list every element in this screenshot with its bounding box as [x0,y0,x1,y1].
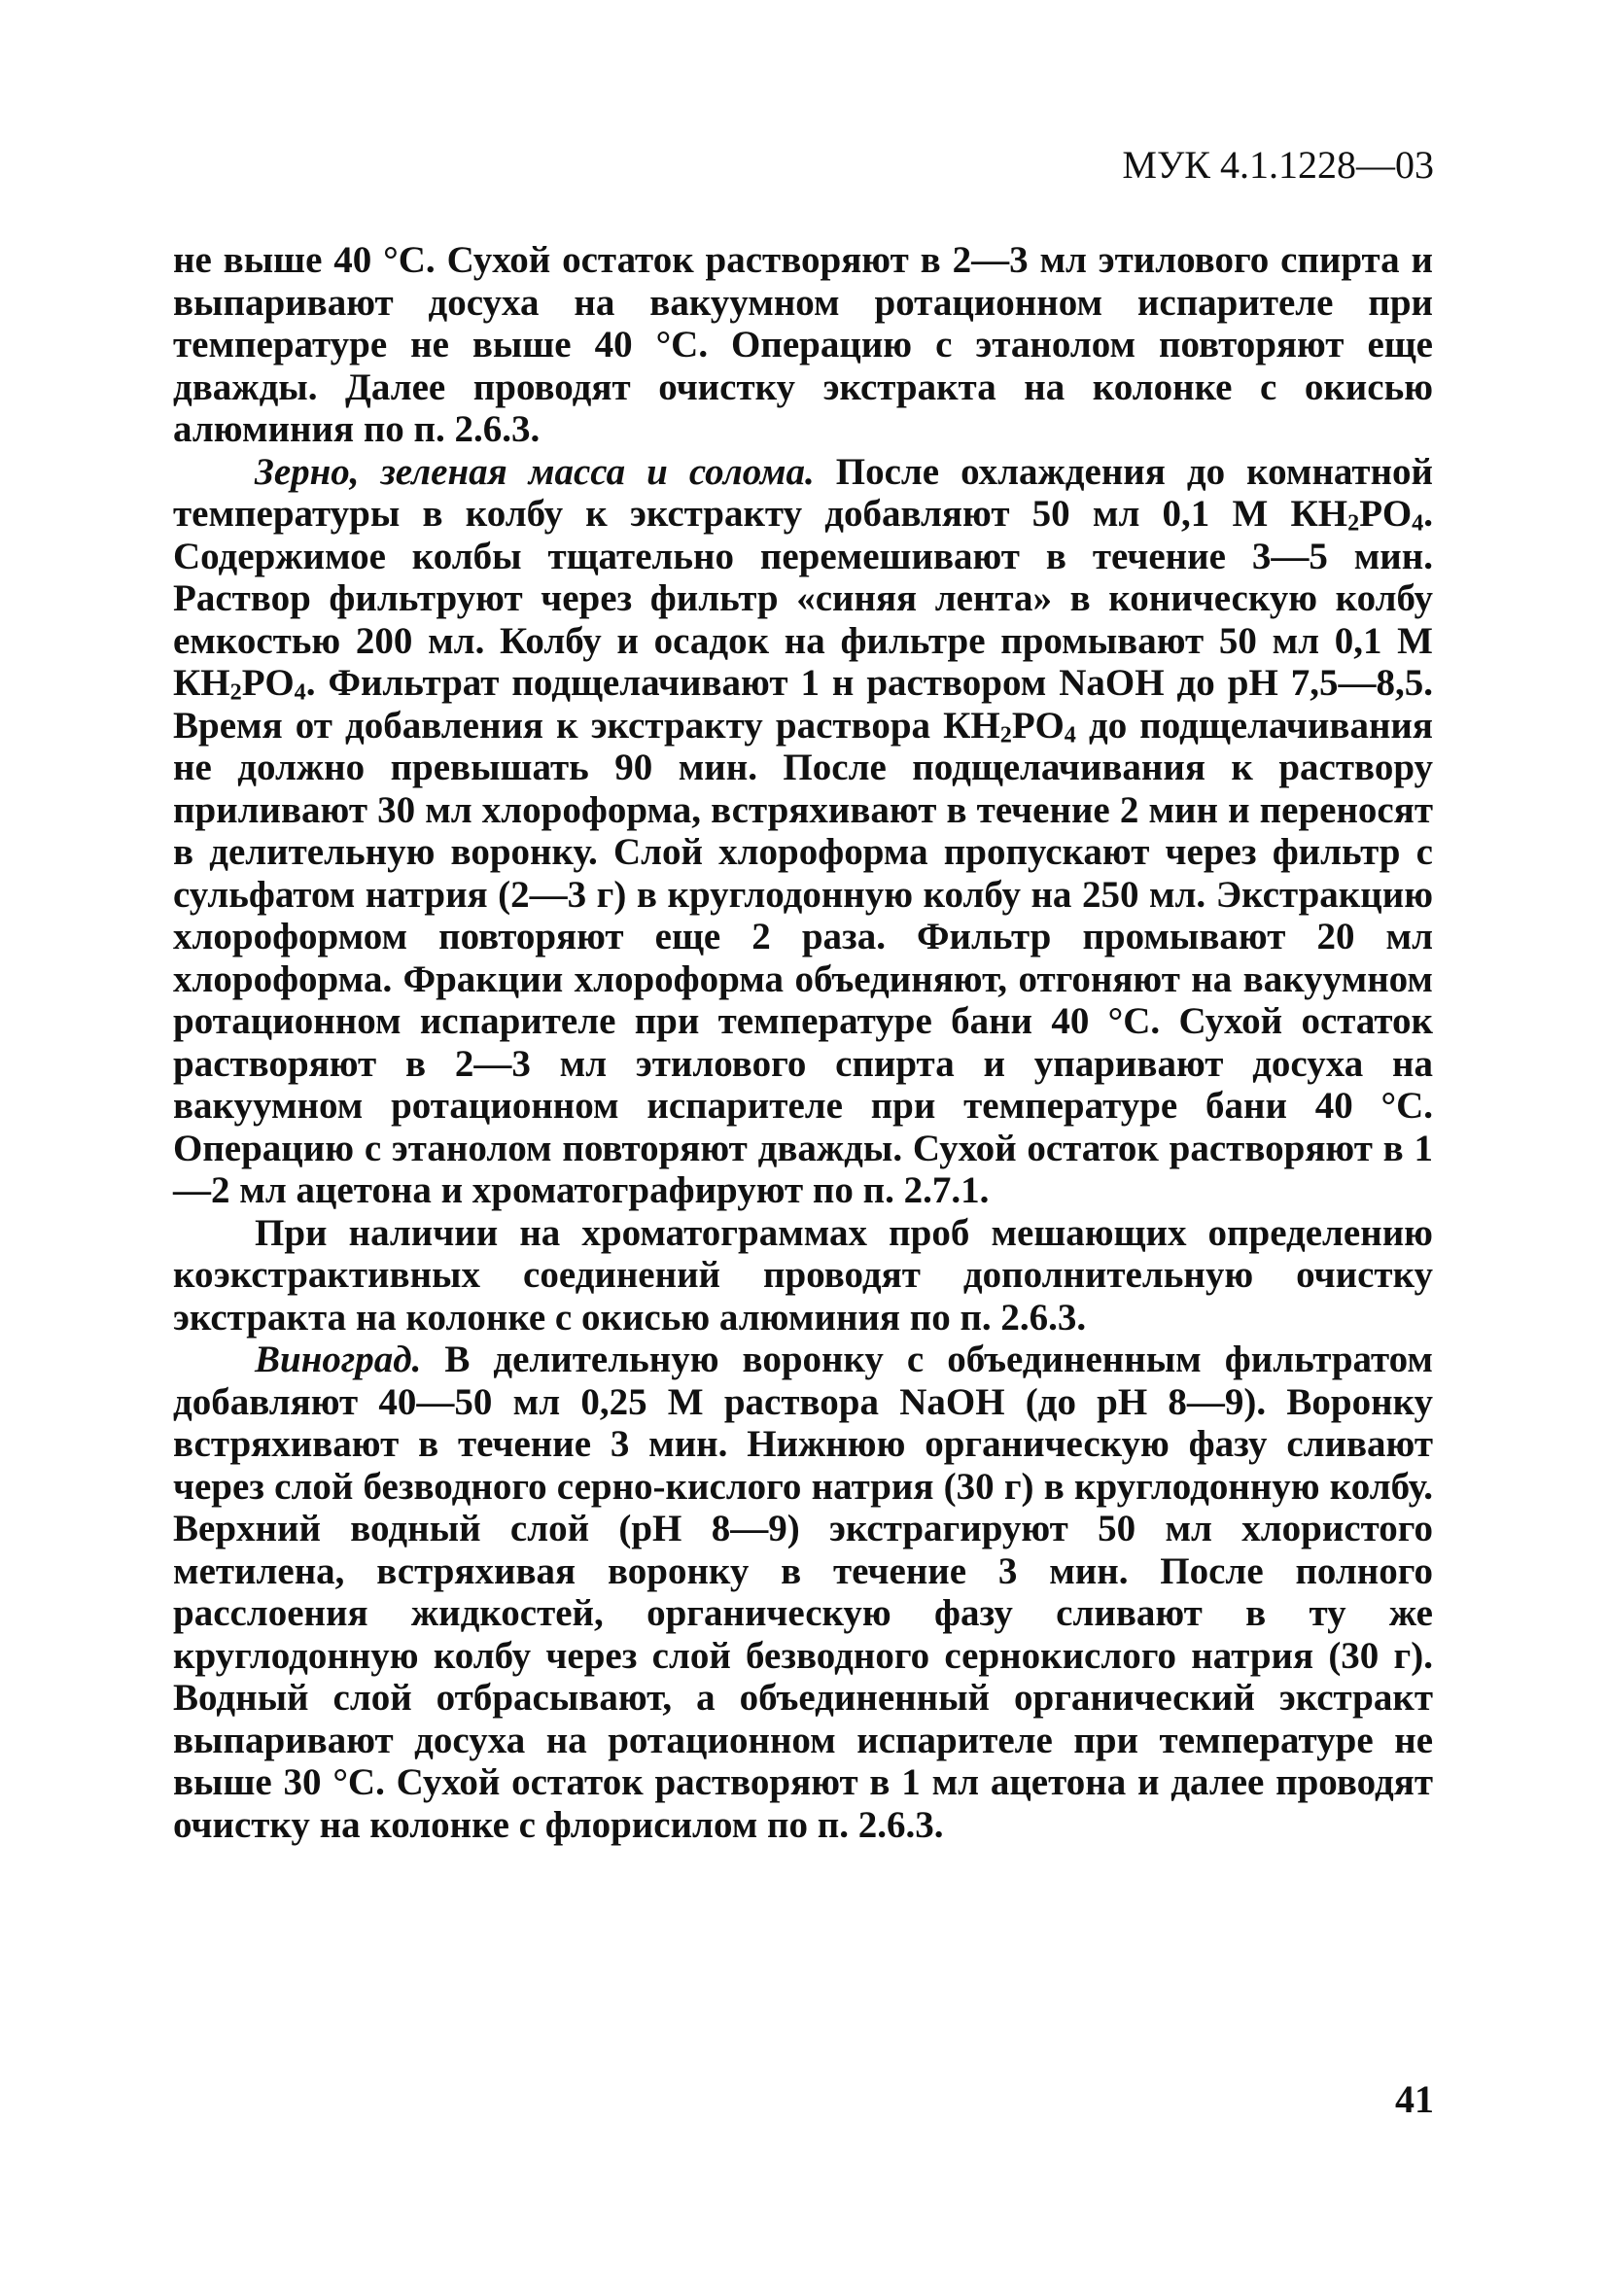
paragraph-text: В делительную воронку с объединенным фильтратом добавляют 40—50 мл 0,25 М раствора NaOH (до pH 8—9). Воронку встряхивают в течение 3 мин. Нижнюю органическую фазу сливают через слой безводного серно-кислого натрия (30 г) в круглодонную колбу. Верхний водный слой (pH 8—9) экстрагируют 50 мл хлористого метилена, встряхивая воронку в течение 3 мин. После полного расслоения жидкостей, органическую фазу сливают в ту же круглодонную колбу через слой безводного сернокислого натрия (30 г). Водный слой отбрасывают, а объединенный органический экстракт выпаривают досуха на ротационном испарителе при температуре не выше 30 °С. Сухой остаток растворяют в 1 мл ацетона и далее проводят очистку на колонке с флорисилом по п. 2.6.3. [173,1339,1433,1846]
paragraph-grain-section [173,451,1433,1212]
subscript: 2 [999,720,1012,748]
page-number: 41 [1395,2077,1434,2121]
subscript: 4 [294,678,306,706]
subscript: 2 [1347,509,1360,537]
subscript: 2 [229,678,242,706]
paragraph-continuation: не выше 40 °С. Сухой остаток растворяют в 2—3 мл этилового спирта и выпаривают досуха на вакуумном ротационном испарителе при температуре не выше 40 °С. Операцию с этанолом повторяют еще дважды. Далее проводят очистку экстракта на колонке с окисью алюминия по п. 2.6.3. [173,239,1433,450]
subscript: 4 [1412,509,1424,537]
paragraph-text: РО [1359,493,1413,535]
paragraph-text: После охлаждения до комнатной температуры в колбу к экстракту добавляют 50 мл 0,1 М КН [173,450,1434,535]
paragraph-text: до подщелачивания не должно превышать 90 мин. После подщелачивания к раствору приливают 30 мл хлороформа, встряхивают в течение 2 мин и переносят в делительную воронку. Слой хлороформа пропускают через фильтр с сульфатом натрия (2—3 г) в круглодонную колбу на 250 мл. Экстракцию хлороформом повторяют еще 2 раза. Фильтр промывают 20 мл хлороформа. Фракции хлороформа объединяют, отгоняют на вакуумном ротационном испарителе при температуре бани 40 °С. Сухой остаток растворяют в 2—3 мл этилового спирта и упаривают досуха на вакуумном ротационном испарителе при температуре бани 40 °С. Операцию с этанолом повторяют дважды. Сухой остаток растворяют в 1—2 мл ацетона и хроматографируют по п. 2.7.1. [173,704,1433,1211]
body-text [173,239,1433,1846]
paragraph-text: РО [241,662,295,704]
paragraph-grape-section [173,1339,1433,1846]
paragraph-text: РО [1011,704,1065,747]
subscript: 4 [1064,720,1076,748]
section-heading-grain: Зерно, зеленая масса и солома. [255,450,815,493]
section-heading-grape: Виноград. [255,1339,422,1380]
paragraph-text: . Содержимое колбы тщательно перемешивают в течение 3—5 мин. Раствор фильтруют через фильтр «синяя лента» в коническую колбу емкостью 200 мл. Колбу и осадок на фильтре промывают 50 мл 0,1 М КН [173,493,1433,704]
paragraph-additional-cleanup: При наличии на хроматограммах проб мешающих определению коэкстрактивных соединений проводят дополнительную очистку экстракта на колонке с окисью алюминия по п. 2.6.3. [173,1211,1433,1339]
document-code-header: МУК 4.1.1228—03 [1122,143,1434,187]
paragraph-text: . Фильтрат подщелачивают 1 н раствором NaOH до pH 7,5—8,5. Время от добавления к экстракту раствора КН [173,662,1433,747]
